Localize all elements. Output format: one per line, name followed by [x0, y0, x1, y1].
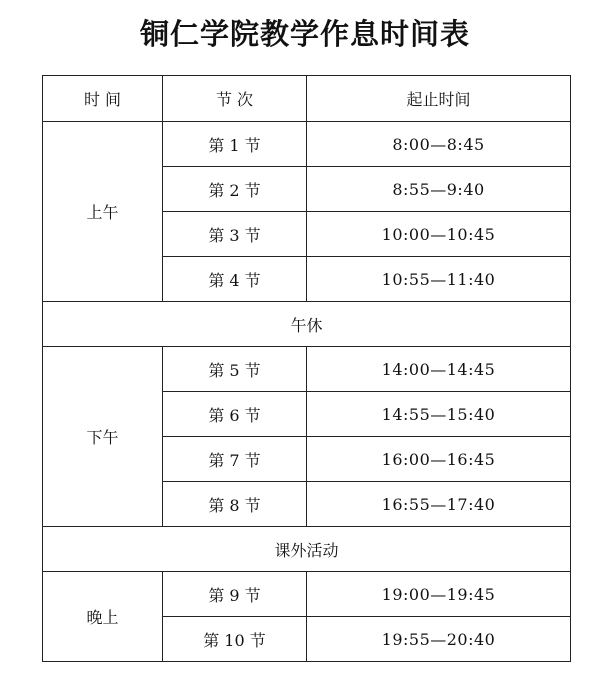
range-cell: 19:00—19:45: [307, 572, 571, 617]
table-row-break: [43, 302, 571, 347]
activities-label: 课外活动: [43, 527, 571, 572]
period-label-evening: 晚上: [43, 572, 163, 662]
slot-cell: 第 3 节: [163, 212, 307, 257]
slot-cell: 第 9 节: [163, 572, 307, 617]
header-slot: 节 次: [163, 76, 307, 122]
range-cell: 8:55—9:40: [307, 167, 571, 212]
range-cell: 10:55—11:40: [307, 257, 571, 302]
range-cell: 19:55—20:40: [307, 617, 571, 662]
schedule-table: [42, 75, 571, 662]
slot-cell: 第 6 节: [163, 392, 307, 437]
slot-cell: 第 5 节: [163, 347, 307, 392]
range-cell: 16:00—16:45: [307, 437, 571, 482]
table-row: [43, 572, 571, 617]
period-label-morning: 上午: [43, 122, 163, 302]
slot-cell: 第 8 节: [163, 482, 307, 527]
range-cell: 8:00—8:45: [307, 122, 571, 167]
range-cell: 14:55—15:40: [307, 392, 571, 437]
slot-cell: 第 2 节: [163, 167, 307, 212]
slot-cell: 第 7 节: [163, 437, 307, 482]
range-cell: 10:00—10:45: [307, 212, 571, 257]
slot-cell: 第 4 节: [163, 257, 307, 302]
range-cell: 14:00—14:45: [307, 347, 571, 392]
table-row: [43, 347, 571, 392]
slot-cell: 第 1 节: [163, 122, 307, 167]
header-range: 起止时间: [307, 76, 571, 122]
table-header-row: [43, 76, 571, 122]
table-row-break: [43, 527, 571, 572]
range-cell: 16:55—17:40: [307, 482, 571, 527]
slot-cell: 第 10 节: [163, 617, 307, 662]
page-title: 铜仁学院教学作息时间表: [139, 17, 470, 51]
table-row: [43, 122, 571, 167]
noon-break-label: 午休: [43, 302, 571, 347]
header-time: 时 间: [43, 76, 163, 122]
period-label-afternoon: 下午: [43, 347, 163, 527]
